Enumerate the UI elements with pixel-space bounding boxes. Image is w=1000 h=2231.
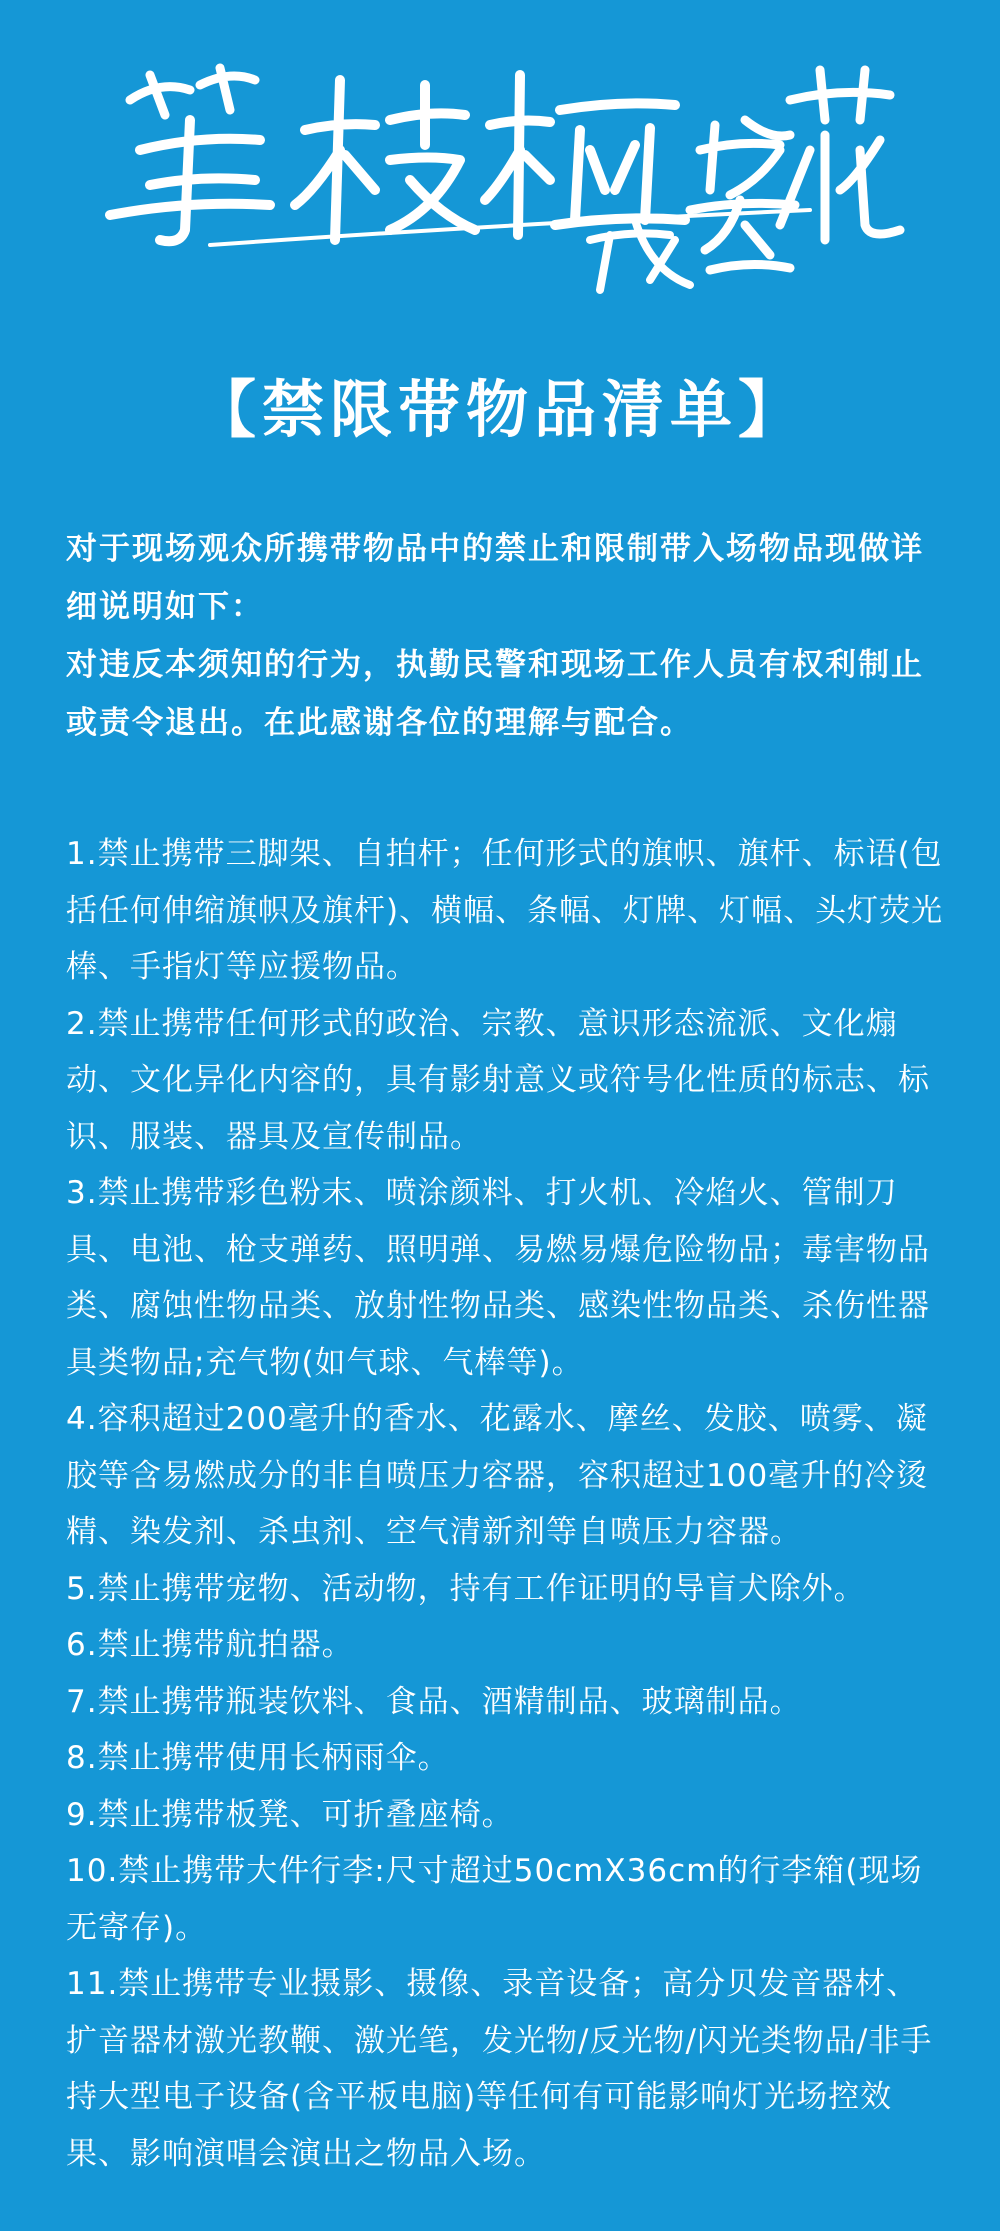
rule-item: 7.禁止携带瓶装饮料、食品、酒精制品、玻璃制品。 <box>66 1683 802 1720</box>
intro-paragraph: 对违反本须知的行为，执勤民警和现场工作人员有权利制止或责令退出。在此感谢各位的理解与配合。 <box>66 647 924 741</box>
intro-paragraph: 对于现场观众所携带物品中的禁止和限制带入场物品现做详细说明如下： <box>66 531 924 625</box>
rule-item: 5.禁止携带宠物、活动物，持有工作证明的导盲犬除外。 <box>66 1570 866 1607</box>
rule-item: 11.禁止携带专业摄影、摄像、录音设备；高分贝发音器材、扩音器材激光教鞭、激光笔，发光物/反光物/闪光类物品/非手持大型电子设备(含平板电脑)等任何有可能影响灯光场控效果、影响演唱会演出之物品入场。 <box>66 1966 933 2172</box>
rule-item: 3.禁止携带彩色粉末、喷涂颜料、打火机、冷焰火、管制刀具、电池、枪支弹药、照明弹、易燃易爆危险物品；毒害物品类、腐蚀性物品类、放射性物品类、感染性物品类、杀伤性器具类物品;充气物(如气球、气棒等)。 <box>66 1175 930 1381</box>
rule-item: 4.容积超过200毫升的香水、花露水、摩丝、发胶、喷雾、凝胶等含易燃成分的非自喷压力容器，容积超过100毫升的冷烫精、染发剂、杀虫剂、空气清新剂等自喷压力容器。 <box>66 1401 929 1550</box>
page-title: 【禁限带物品清单】 <box>193 373 806 446</box>
rule-item: 1.禁止携带三脚架、自拍杆；任何形式的旗帜、旗杆、标语(包括任何伸缩旗帜及旗杆)、横幅、条幅、灯牌、灯幅、头灯荧光棒、手指灯等应援物品。 <box>66 836 944 985</box>
rule-item: 8.禁止携带使用长柄雨伞。 <box>66 1740 450 1776</box>
rule-item: 9.禁止携带板凳、可折叠座椅。 <box>66 1796 514 1833</box>
intro-section <box>66 520 946 752</box>
rules-list <box>66 826 946 2182</box>
logo-artwork <box>90 40 910 300</box>
logo-text <box>90 300 91 301</box>
calligraphy-logo <box>90 40 910 300</box>
rule-item: 10.禁止携带大件行李:尺寸超过50cmX36cm的行李箱(现场无寄存)。 <box>66 1853 923 1946</box>
rule-item: 6.禁止携带航拍器。 <box>66 1627 354 1663</box>
rule-item: 2.禁止携带任何形式的政治、宗教、意识形态流派、文化煽动、文化异化内容的，具有影射意义或符号化性质的标志、标识、服装、器具及宣传制品。 <box>66 1005 930 1155</box>
